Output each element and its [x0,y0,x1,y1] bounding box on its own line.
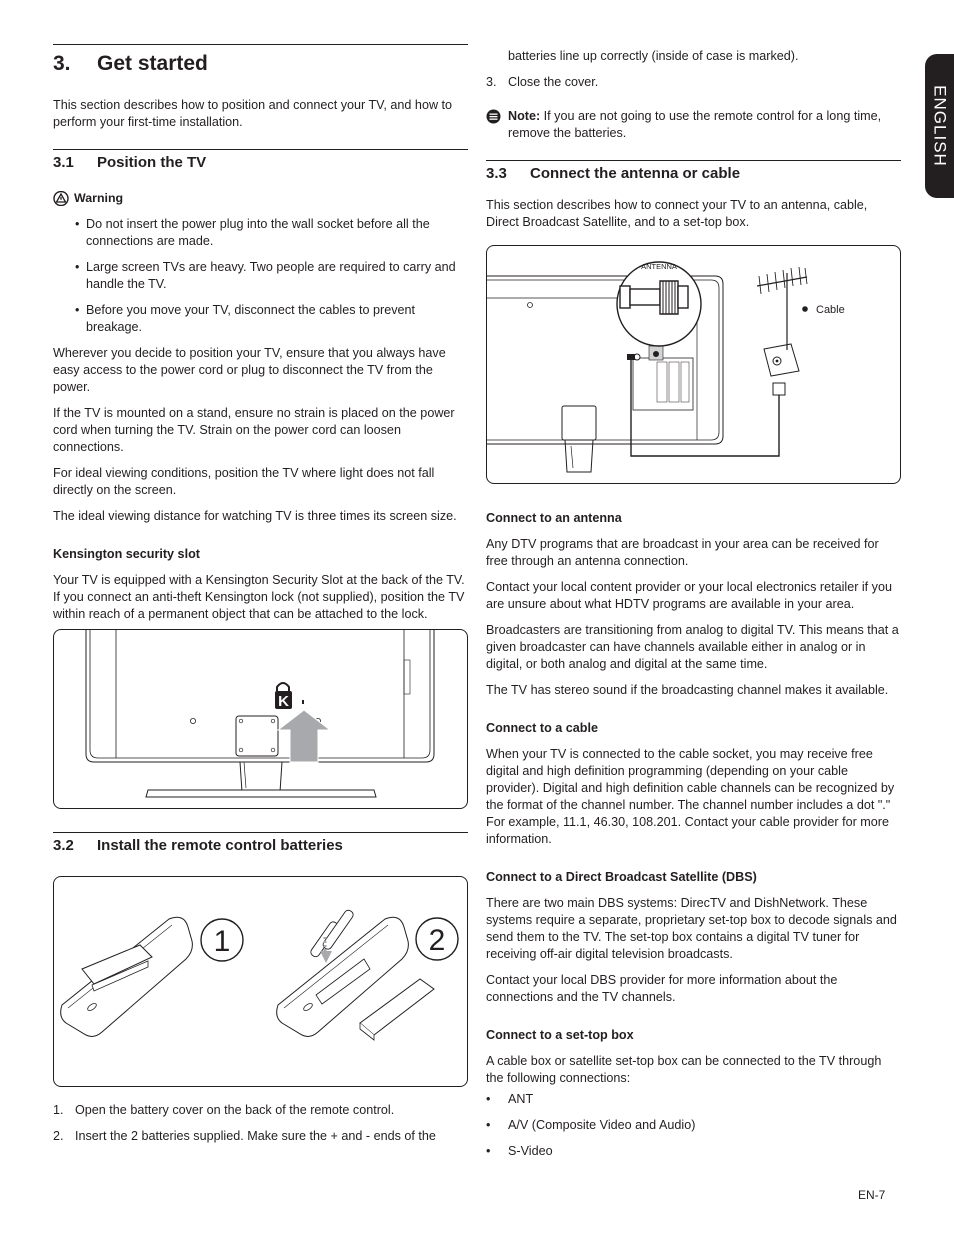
stb-item: • ANT [486,1091,901,1108]
body-paragraph: For ideal viewing conditions, position the TV where light does not fall directly on the screen. [53,466,435,497]
step-badge-1: 1 [213,925,231,958]
language-tab-label: ENGLISH [930,85,949,167]
stb-item: • A/V (Composite Video and Audio) [486,1117,901,1134]
body-paragraph: Broadcasters are transitioning from analog to digital TV. This means that a given broadcaster can have channels available either in analog or in digital, or both analog and digital at the same time. [486,623,899,671]
stb-heading: Connect to a set-top box [486,1028,634,1042]
antenna-heading: Connect to an antenna [486,511,622,525]
warning-item: • Do not insert the power plug into the wall socket before all the connections are made. [53,216,468,250]
warning-icon [53,191,69,206]
step-item: 3. Close the cover. [486,75,599,89]
note-label: Note: [508,109,541,123]
body-paragraph: There are two main DBS systems: DirecTV and DishNetwork. These systems require a separate, proprietary set-top box to decode signals and send them to the TV. The set-top box contains a digital TV tuner for receiving off-air digital television broadcasts. [486,896,897,961]
body-paragraph: The ideal viewing distance for watching TV is three times its screen size. [53,509,457,523]
battery-steps-left [53,1102,468,1145]
step-item-continued [486,48,901,65]
body-paragraph: Your TV is equipped with a Kensington Security Slot at the back of the TV. [53,573,465,587]
body-paragraph: Contact your local content provider or your local electronics retailer if you are unsure about what HDTV programs are available in your area. [486,580,892,611]
kensington-figure [53,629,468,809]
step-item: 1. Open the battery cover on the back of the remote control. [53,1103,395,1117]
note-paragraph [486,108,901,142]
remote-battery-figure [53,876,468,1087]
tv-back-illustration [54,630,468,808]
kensington-heading: Kensington security slot [53,547,200,561]
remote-illustration [54,877,468,1086]
antenna-connection-illustration [487,246,901,483]
warning-label: Warning [74,191,124,205]
antenna-port-label: ANTENNA [641,262,677,271]
section-title: 3. Get started [53,52,208,75]
stb-item: • S-Video [486,1143,901,1160]
body-paragraph: Wherever you decide to position your TV, ensure that you always have easy access to the power cord or plug to disconnect the TV from the power. [53,346,446,394]
warning-list [53,216,468,336]
right-column [486,44,901,1160]
body-paragraph: If you connect an anti-theft Kensington lock (not supplied), position the TV within reach of a permanent object that can be attached to the lock. [53,590,465,621]
note-text: If you are not going to use the remote control for a long time, remove the batteries. [508,109,882,140]
body-paragraph: The TV has stereo sound if the broadcasting channel makes it available. [486,683,889,697]
dbs-heading: Connect to a Direct Broadcast Satellite (DBS) [486,870,757,884]
s33-heading: 3.3 Connect the antenna or cable [486,165,741,182]
warning-item: • Large screen TVs are heavy. Two people are required to carry and handle the TV. [53,259,468,293]
step-badge-2: 2 [428,924,446,957]
kensington-logo: K [278,693,289,710]
step-2-text-start: Insert the 2 batteries supplied. Make sure the + and - ends of the [75,1129,436,1143]
body-paragraph: Contact your local DBS provider for more information about the connections and the TV channels. [486,973,838,1004]
warning-item: • Before you move your TV, disconnect the cables to prevent breakage. [53,302,468,336]
body-paragraph: A cable box or satellite set-top box can be connected to the TV through the following connections: [486,1054,882,1085]
cable-label: Cable [816,304,845,316]
step-2-text-end: batteries line up correctly (inside of case is marked). [508,49,799,63]
language-tab [925,54,954,198]
body-paragraph: When your TV is connected to the cable socket, you may receive free digital and high definition programming (depending on your cable provider). Digital and high definition cable channels can be recognized by the format of the channel number. The channel number includes a dot "." For example, 11.1, 46.30, 108.201. Contact your cable provider for more information. [486,747,895,846]
warning-heading [53,190,468,207]
body-paragraph: If the TV is mounted on a stand, ensure no strain is placed on the power cord when turning the TV. Strain on the power cord can loosen connections. [53,406,455,454]
s32-heading: 3.2 Install the remote control batteries [53,837,343,854]
step-item: 2. Insert the 2 batteries supplied. Make sure the + and - ends of the [53,1129,436,1143]
section-intro: This section describes how to position and connect your TV, and how to perform your first-time installation. [53,98,453,129]
left-column [53,44,468,1145]
page-number: EN-7 [858,1188,886,1202]
s31-heading: 3.1 Position the TV [53,154,207,171]
cable-heading: Connect to a cable [486,721,598,735]
note-icon [486,109,501,124]
s33-intro: This section describes how to connect your TV to an antenna, cable, Direct Broadcast Satellite, and to a set-top box. [486,198,868,229]
antenna-figure [486,245,901,484]
body-paragraph: Any DTV programs that are broadcast in your area can be received for free through an antenna connection. [486,537,879,568]
